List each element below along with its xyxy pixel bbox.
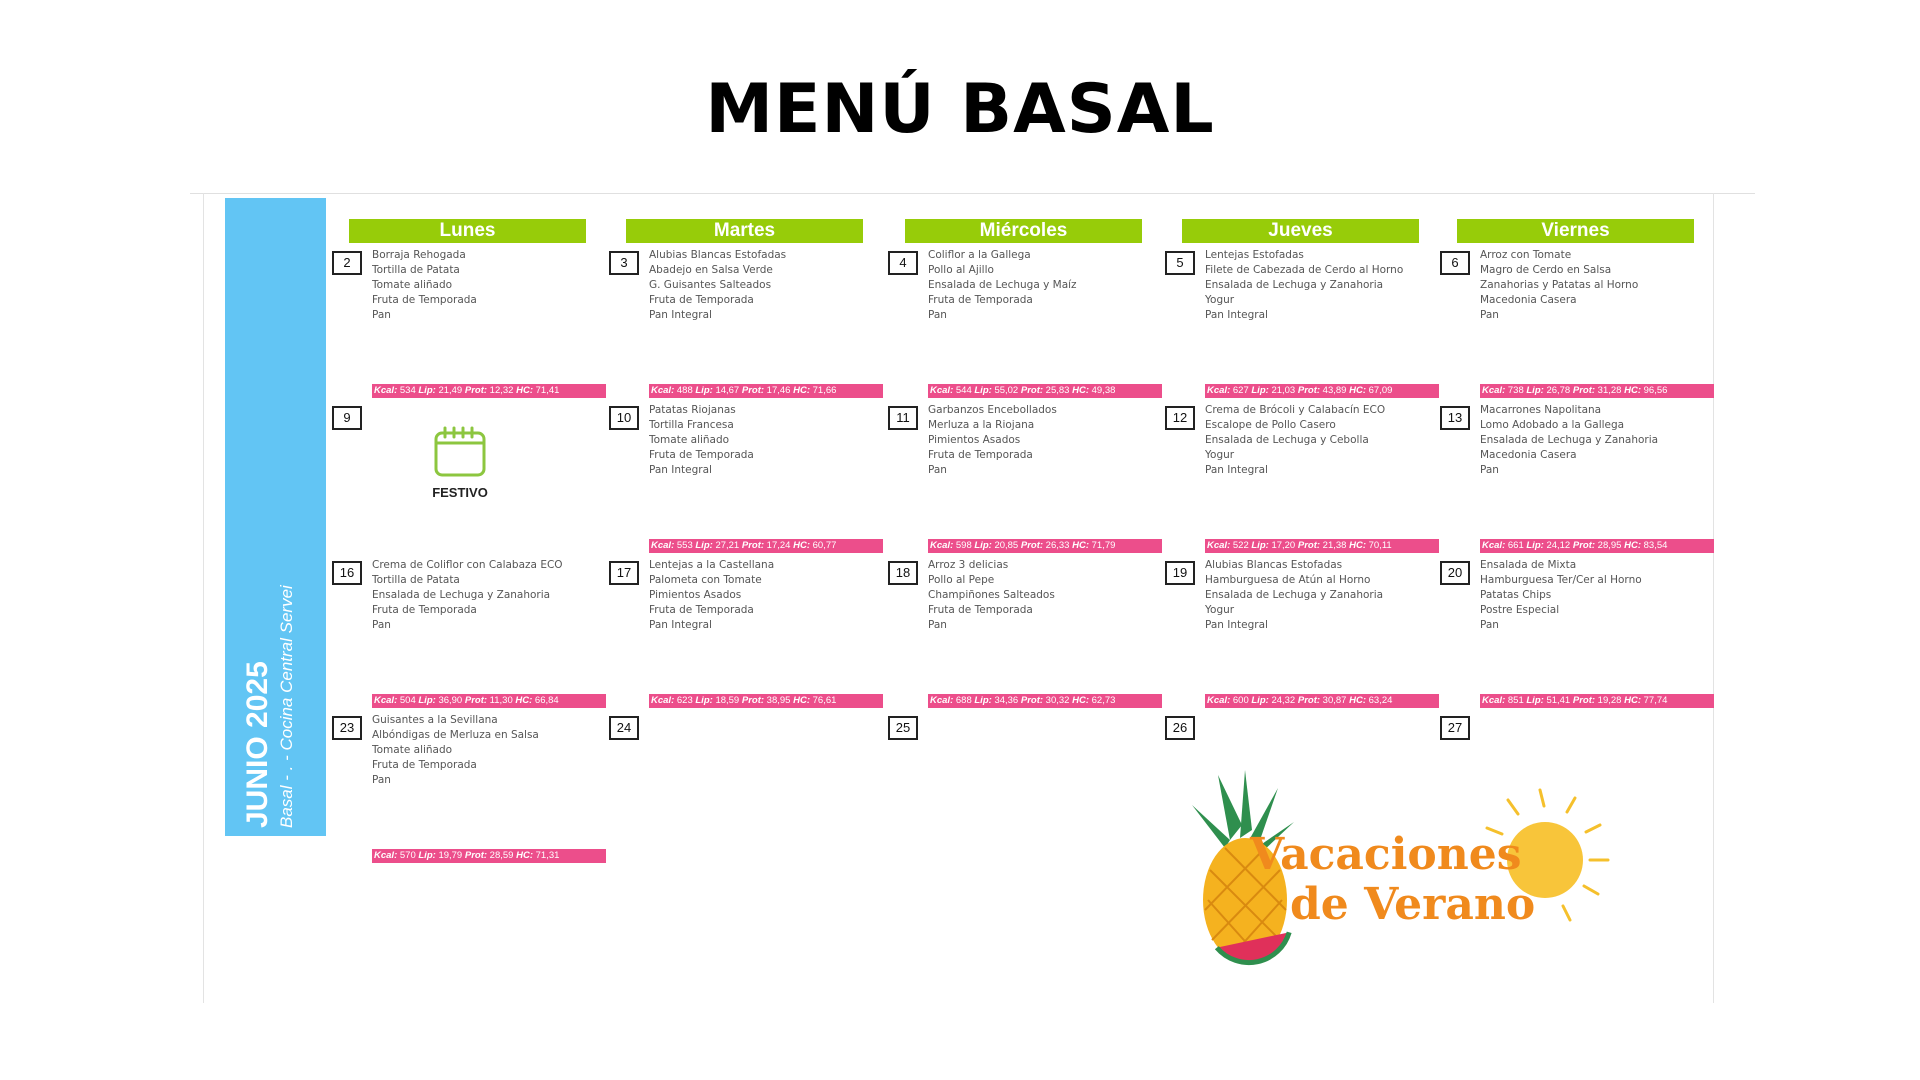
day-cell [888,713,1164,868]
nutrition-label-lip: Lip: [1251,695,1269,706]
dish-item: Hamburguesa Ter/Cer al Horno [1480,574,1642,586]
dish-item: Tortilla Francesa [649,419,734,431]
nutrition-label-hc: HC: [793,695,810,706]
day-cell [1440,248,1716,403]
nutrition-label-hc: HC: [1349,540,1366,551]
nutrition-value-hc: 67,09 [1368,385,1393,396]
nutrition-value-hc: 70,11 [1368,540,1392,551]
nutrition-value-hc: 71,79 [1091,540,1116,551]
nutrition-value-hc: 63,24 [1368,695,1393,706]
dish-item: Fruta de Temporada [649,449,754,461]
nutrition-label-hc: HC: [1072,540,1089,551]
day-header-0: Lunes [349,219,586,243]
dish-item: Palometa con Tomate [649,574,762,586]
day-cell [609,403,885,558]
dish-item: Pan [1480,309,1499,321]
nutrition-label-kcal: Kcal: [374,850,398,861]
nutrition-label-prot: Prot: [1572,385,1596,396]
day-number: 18 [888,561,918,585]
nutrition-bar [649,694,883,708]
nutrition-value-prot: 30,32 [1045,695,1070,706]
dish-item: Fruta de Temporada [928,604,1033,616]
dish-item: Pan [372,774,391,786]
nutrition-value-prot: 17,46 [766,385,791,396]
nutrition-bar [1205,384,1439,398]
dish-item: Patatas Riojanas [649,404,736,416]
day-number: 23 [332,716,362,740]
dish-item: Yogur [1205,449,1235,461]
nutrition-label-kcal: Kcal: [1482,540,1506,551]
nutrition-value-lip: 17,20 [1271,540,1296,551]
nutrition-value-hc: 71,31 [535,850,560,861]
nutrition-label-hc: HC: [516,850,533,861]
day-cell [888,403,1164,558]
dish-list [649,403,885,478]
nutrition-bar [1205,694,1439,708]
nutrition-label-lip: Lip: [695,385,713,396]
nutrition-label-hc: HC: [515,695,533,706]
nutrition-label-lip: Lip: [974,695,992,706]
nutrition-bar [372,849,606,863]
dish-item: Ensalada de Lechuga y Zanahoria [1205,589,1384,601]
nutrition-label-lip: Lip: [418,695,436,706]
nutrition-label-prot: Prot: [464,850,488,861]
dish-item: Borraja Rehogada [372,249,466,261]
nutrition-label-hc: HC: [1072,695,1089,706]
nutrition-value-kcal: 534 [399,385,416,396]
nutrition-label-hc: HC: [1624,695,1641,706]
nutrition-value-kcal: 623 [676,695,693,706]
nutrition-label-prot: Prot: [1572,695,1596,706]
dish-item: Pan Integral [649,619,712,631]
dish-item: Pan [372,309,391,321]
dish-item: Fruta de Temporada [649,604,754,616]
nutrition-label-lip: Lip: [974,540,992,551]
dish-item: Pan [1480,464,1499,476]
nutrition-value-kcal: 738 [1507,385,1524,396]
nutrition-label-lip: Lip: [1251,540,1269,551]
nutrition-value-hc: 71,41 [535,385,560,396]
dish-list [1205,558,1441,633]
nutrition-label-hc: HC: [793,540,810,551]
day-header-2: Miércoles [905,219,1142,243]
nutrition-value-prot: 31,28 [1597,385,1622,396]
dish-item: Ensalada de Lechuga y Zanahoria [1205,279,1384,291]
dish-list [1480,403,1716,478]
nutrition-value-prot: 28,95 [1597,540,1622,551]
nutrition-label-hc: HC: [1624,385,1641,396]
nutrition-label-kcal: Kcal: [374,385,398,396]
day-number: 20 [1440,561,1470,585]
nutrition-bar [1480,539,1714,553]
kitchen-subtitle: Basal - . - Cocina Central Servei [277,585,296,828]
dish-item: Pan [928,619,947,631]
dish-item: Pimientos Asados [928,434,1021,446]
dish-list [928,558,1164,633]
nutrition-value-kcal: 600 [1232,695,1249,706]
nutrition-value-prot: 17,24 [766,540,791,551]
page-title: MENÚ BASAL [705,70,1215,149]
nutrition-label-hc: HC: [516,385,533,396]
nutrition-value-kcal: 522 [1232,540,1249,551]
nutrition-value-lip: 20,85 [994,540,1019,551]
month-title: JUNIO 2025 [241,661,274,828]
dish-item: Pan Integral [649,464,712,476]
sheet-left-border [203,193,204,1003]
day-cell [609,248,885,403]
nutrition-bar [1205,539,1439,553]
dish-item: Ensalada de Lechuga y Zanahoria [1480,434,1659,446]
dish-list [1480,558,1716,633]
dish-item: Guisantes a la Sevillana [372,714,498,726]
day-number: 3 [609,251,639,275]
nutrition-label-kcal: Kcal: [1207,540,1231,551]
nutrition-label-kcal: Kcal: [1207,695,1231,706]
nutrition-value-lip: 34,36 [994,695,1019,706]
dish-item: Pan [1480,619,1499,631]
nutrition-value-lip: 24,32 [1271,695,1296,706]
nutrition-label-kcal: Kcal: [651,695,675,706]
day-number: 12 [1165,406,1195,430]
dish-item: Ensalada de Lechuga y Zanahoria [372,589,551,601]
dish-item: Pan [372,619,391,631]
nutrition-bar [649,539,883,553]
day-cell [1165,403,1441,558]
nutrition-label-lip: Lip: [1526,695,1544,706]
dish-item: Ensalada de Lechuga y Cebolla [1205,434,1369,446]
nutrition-value-prot: 21,38 [1322,540,1347,551]
dish-item: Champiñones Salteados [928,589,1055,601]
nutrition-value-lip: 55,02 [994,385,1019,396]
nutrition-value-lip: 26,78 [1546,385,1571,396]
dish-item: Macarrones Napolitana [1480,404,1602,416]
day-cell [332,713,608,868]
day-number: 25 [888,716,918,740]
nutrition-label-prot: Prot: [1297,695,1321,706]
dish-list [649,558,885,633]
nutrition-bar [372,694,606,708]
dish-item: Pan Integral [1205,619,1268,631]
dish-item: Lentejas Estofadas [1205,249,1304,261]
day-number: 9 [332,406,362,430]
nutrition-label-prot: Prot: [1297,385,1321,396]
vacation-line-1: Vacaciones [1250,829,1522,880]
nutrition-value-hc: 49,38 [1091,385,1116,396]
holiday-marker [430,426,490,500]
nutrition-label-lip: Lip: [695,540,713,551]
nutrition-value-prot: 26,33 [1045,540,1070,551]
day-cell [332,558,608,713]
day-number: 24 [609,716,639,740]
nutrition-label-kcal: Kcal: [1207,385,1231,396]
dish-item: Fruta de Temporada [649,294,754,306]
day-number: 19 [1165,561,1195,585]
nutrition-label-prot: Prot: [464,695,488,706]
dish-item: Magro de Cerdo en Salsa [1480,264,1612,276]
day-number: 10 [609,406,639,430]
nutrition-value-prot: 43,89 [1322,385,1347,396]
nutrition-value-lip: 14,67 [715,385,740,396]
dish-item: Zanahorias y Patatas al Horno [1480,279,1639,291]
nutrition-value-kcal: 570 [399,850,416,861]
nutrition-value-kcal: 544 [955,385,972,396]
nutrition-bar [928,384,1162,398]
dish-item: Fruta de Temporada [372,604,477,616]
day-number: 4 [888,251,918,275]
day-header-3: Jueves [1182,219,1419,243]
nutrition-label-prot: Prot: [741,385,765,396]
dish-item: Alubias Blancas Estofadas [649,249,787,261]
dish-list [928,248,1164,323]
dish-item: Tortilla de Patata [372,574,460,586]
nutrition-value-prot: 30,87 [1322,695,1347,706]
dish-item: Alubias Blancas Estofadas [1205,559,1343,571]
nutrition-value-hc: 96,56 [1643,385,1668,396]
day-cell [1440,403,1716,558]
nutrition-value-hc: 77,74 [1643,695,1668,706]
nutrition-value-lip: 18,59 [715,695,740,706]
dish-item: Ensalada de Lechuga y Maíz [928,279,1077,291]
day-number: 27 [1440,716,1470,740]
day-cell [888,248,1164,403]
nutrition-label-hc: HC: [793,385,810,396]
dish-item: Pan [928,309,947,321]
nutrition-value-kcal: 504 [399,695,416,706]
dish-item: Hamburguesa de Atún al Horno [1205,574,1371,586]
nutrition-value-prot: 25,83 [1045,385,1070,396]
dish-item: Arroz 3 delicias [928,559,1009,571]
dish-item: Abadejo en Salsa Verde [649,264,773,276]
dish-item: Tortilla de Patata [372,264,460,276]
nutrition-value-hc: 62,73 [1091,695,1116,706]
dish-item: Tomate aliñado [372,279,453,291]
dish-item: Fruta de Temporada [372,294,477,306]
dish-item: Tomate aliñado [372,744,453,756]
dish-item: Fruta de Temporada [928,294,1033,306]
dish-item: Lomo Adobado a la Gallega [1480,419,1625,431]
nutrition-value-lip: 27,21 [715,540,740,551]
dish-item: Ensalada de Mixta [1480,559,1577,571]
holiday-label: FESTIVO [432,485,488,500]
day-number: 5 [1165,251,1195,275]
dish-item: Yogur [1205,604,1235,616]
nutrition-value-lip: 21,49 [438,385,463,396]
day-number: 16 [332,561,362,585]
nutrition-value-lip: 21,03 [1271,385,1296,396]
day-cell [609,558,885,713]
nutrition-value-kcal: 661 [1507,540,1524,551]
calendar-icon [433,426,487,478]
nutrition-label-lip: Lip: [695,695,713,706]
vacation-line-2: de Verano [1290,879,1536,930]
nutrition-value-hc: 76,61 [812,695,837,706]
day-number: 6 [1440,251,1470,275]
nutrition-value-hc: 66,84 [534,695,559,706]
dish-item: Crema de Coliflor con Calabaza ECO [372,559,563,571]
nutrition-label-kcal: Kcal: [930,695,954,706]
dish-item: Merluza a la Riojana [928,419,1035,431]
nutrition-bar [928,694,1162,708]
nutrition-label-hc: HC: [1072,385,1089,396]
dish-list [1480,248,1716,323]
dish-list [649,248,885,323]
nutrition-value-kcal: 688 [955,695,972,706]
day-number: 2 [332,251,362,275]
day-cell [1165,248,1441,403]
nutrition-label-kcal: Kcal: [930,385,954,396]
nutrition-value-lip: 19,79 [438,850,463,861]
nutrition-value-kcal: 488 [676,385,693,396]
nutrition-label-lip: Lip: [1251,385,1269,396]
dish-item: G. Guisantes Salteados [649,279,772,291]
nutrition-value-kcal: 851 [1507,695,1524,706]
nutrition-label-lip: Lip: [418,385,436,396]
nutrition-label-prot: Prot: [464,385,488,396]
nutrition-bar [372,384,606,398]
dish-list [1205,248,1441,323]
month-side-label [240,188,320,828]
nutrition-bar [1480,694,1714,708]
nutrition-value-kcal: 553 [676,540,693,551]
dish-item: Pollo al Pepe [928,574,995,586]
dish-item: Crema de Brócoli y Calabacín ECO [1205,404,1386,416]
nutrition-value-prot: 28,59 [489,850,514,861]
day-header-1: Martes [626,219,863,243]
nutrition-label-kcal: Kcal: [1482,385,1506,396]
nutrition-label-kcal: Kcal: [374,695,398,706]
dish-item: Pan [928,464,947,476]
dish-item: Yogur [1205,294,1235,306]
day-number: 11 [888,406,918,430]
dish-item: Coliflor a la Gallega [928,249,1031,261]
dish-item: Pan Integral [1205,309,1268,321]
dish-item: Pollo al Ajillo [928,264,994,276]
nutrition-value-lip: 24,12 [1546,540,1571,551]
nutrition-label-prot: Prot: [741,695,765,706]
day-cell [609,713,885,868]
dish-item: Albóndigas de Merluza en Salsa [372,729,539,741]
day-number: 13 [1440,406,1470,430]
nutrition-value-lip: 51,41 [1546,695,1571,706]
dish-item: Escalope de Pollo Casero [1205,419,1336,431]
dish-item: Pimientos Asados [649,589,742,601]
day-cell [332,403,608,558]
nutrition-value-hc: 83,54 [1643,540,1668,551]
nutrition-label-kcal: Kcal: [651,540,675,551]
nutrition-label-lip: Lip: [974,385,992,396]
nutrition-value-kcal: 598 [955,540,972,551]
nutrition-label-hc: HC: [1349,385,1366,396]
dish-item: Tomate aliñado [649,434,730,446]
nutrition-label-prot: Prot: [1020,385,1044,396]
nutrition-value-hc: 71,66 [812,385,837,396]
dish-list [928,403,1164,478]
nutrition-value-kcal: 627 [1232,385,1249,396]
nutrition-label-prot: Prot: [1020,540,1044,551]
day-cell [1165,558,1441,713]
nutrition-label-prot: Prot: [1572,540,1596,551]
nutrition-bar [649,384,883,398]
nutrition-label-hc: HC: [1624,540,1641,551]
dish-item: Postre Especial [1480,604,1560,616]
dish-item: Filete de Cabezada de Cerdo al Horno [1205,264,1404,276]
dish-list [372,558,608,633]
day-cell [332,248,608,403]
nutrition-label-lip: Lip: [418,850,436,861]
nutrition-bar [1480,384,1714,398]
dish-item: Fruta de Temporada [372,759,477,771]
nutrition-value-hc: 60,77 [812,540,837,551]
dish-item: Macedonia Casera [1480,294,1577,306]
dish-item: Pan Integral [649,309,712,321]
nutrition-label-kcal: Kcal: [930,540,954,551]
nutrition-value-prot: 19,28 [1597,695,1622,706]
dish-list [1205,403,1441,478]
dish-item: Garbanzos Encebollados [928,404,1057,416]
day-header-4: Viernes [1457,219,1694,243]
day-number: 17 [609,561,639,585]
nutrition-label-prot: Prot: [1297,540,1321,551]
summer-vacation-logo [1190,770,1620,980]
nutrition-value-lip: 36,90 [438,695,463,706]
dish-list [372,713,608,788]
dish-item: Arroz con Tomate [1480,249,1572,261]
day-number: 26 [1165,716,1195,740]
nutrition-label-kcal: Kcal: [1482,695,1506,706]
nutrition-value-prot: 38,95 [766,695,791,706]
dish-item: Fruta de Temporada [928,449,1033,461]
nutrition-label-hc: HC: [1349,695,1366,706]
vacation-text [1250,830,1570,930]
day-cell [1440,558,1716,713]
dish-item: Macedonia Casera [1480,449,1577,461]
dish-item: Pan Integral [1205,464,1268,476]
dish-item: Lentejas a la Castellana [649,559,775,571]
day-cell [888,558,1164,713]
nutrition-label-lip: Lip: [1526,385,1544,396]
nutrition-label-lip: Lip: [1526,540,1544,551]
nutrition-value-prot: 11,30 [489,695,513,706]
nutrition-label-prot: Prot: [1020,695,1044,706]
nutrition-label-kcal: Kcal: [651,385,675,396]
nutrition-label-prot: Prot: [741,540,765,551]
nutrition-value-prot: 12,32 [489,385,514,396]
nutrition-bar [928,539,1162,553]
dish-item: Patatas Chips [1480,589,1552,601]
dish-list [372,248,608,323]
